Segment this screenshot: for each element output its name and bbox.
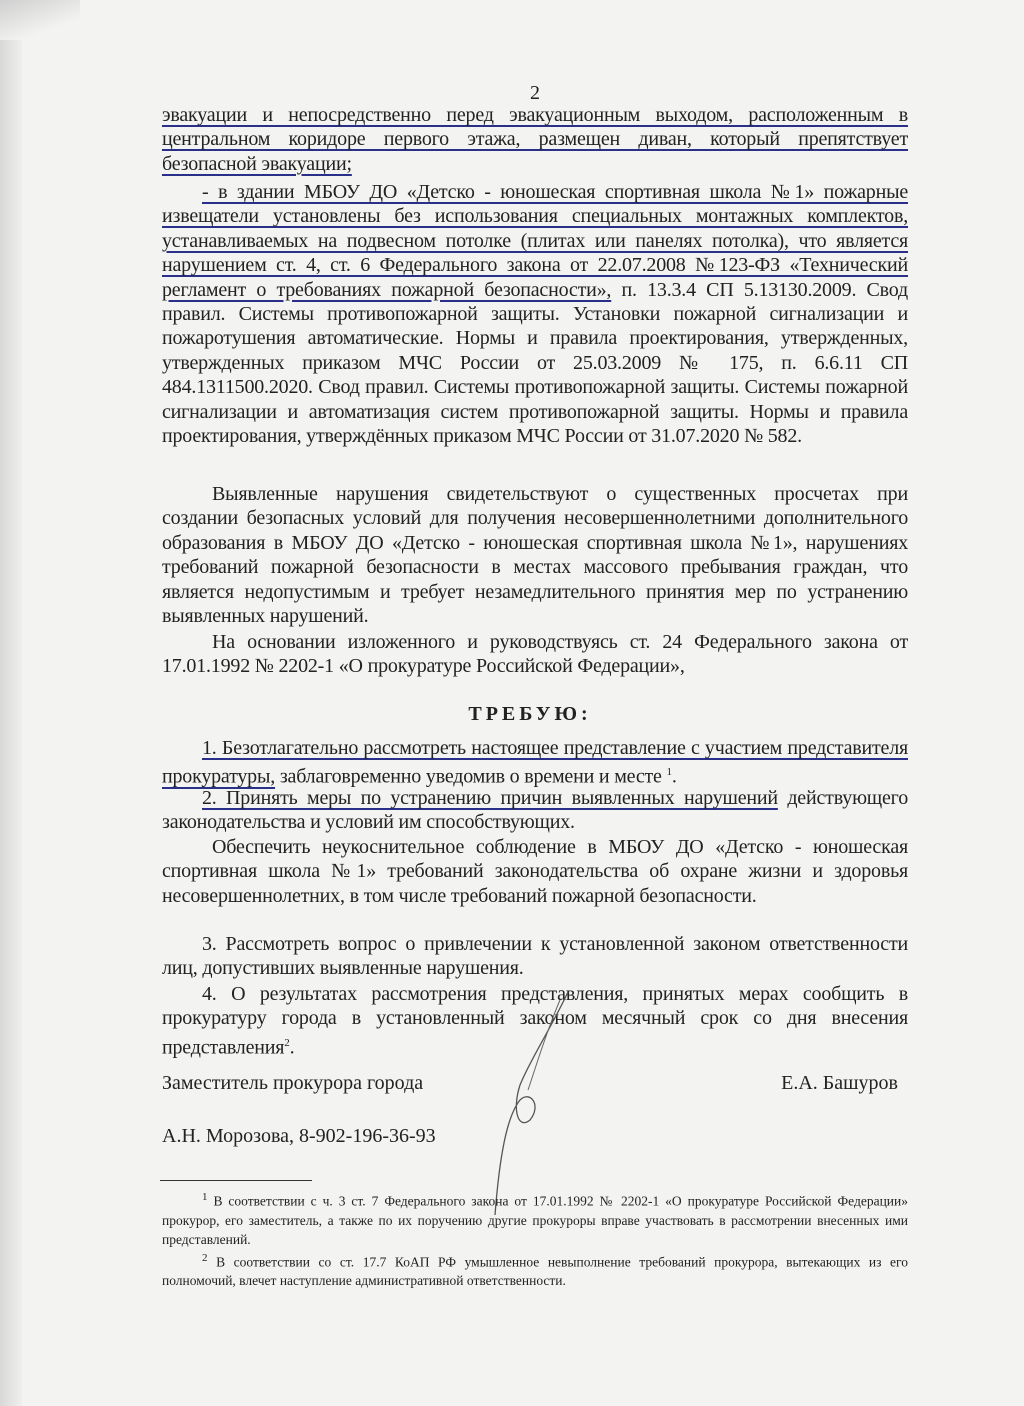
underlined-text: 1. Безотлагательно рассмотреть настоящее представление с участием представителя прокуратуры, [162,737,908,789]
underlined-text: - в здании МБОУ ДО «Детско - юношеская спортивная школа №1» пожарные извещатели установлены без использования специальных монтажных комплектов, устанавливаемых на подвесном потолке (плитах или панелях потолка), что является нарушением ст. 4, ст. 6 Федерального закона от 22.07.2008 №123-ФЗ «Технический регламент о требованиях пожарной безопасности», [162,181,908,301]
demand-text: действующего законодательства и условий им способствующих. [162,787,908,834]
footnotes [162,1188,908,1290]
footnote-mark: 2 [202,1251,208,1264]
paragraph-detectors [162,180,908,448]
footnote-ref-1: 1 [666,766,672,779]
demand-2 [162,786,908,835]
paragraph-text: п. 13.3.4 СП 5.13130.2009. Свод правил. Системы противопожарной защиты. Установки пожарной сигнализации и пожаротушения автоматические. Нормы и правила проектирования, утвержденных, утвержденных приказом МЧС России от 25.03.2009 № 175, п. 6.6.11 СП 484.1311500.2020. Свод правил. Системы противопожарной защиты. Системы пожарной сигнализации и автоматизация систем противопожарной защиты. Нормы и правила проектирования, утверждённых приказом МЧС России от 31.07.2020 № 582. [162,278,908,448]
executor-text: А.Н. Морозова, 8-902-196-36-93 [162,1125,436,1147]
signature-block [162,1072,908,1095]
paragraph-evacuation [162,103,908,176]
demands-heading: ТРЕБУЮ: [468,703,592,725]
footnote-2 [162,1249,908,1291]
punct: . [671,766,677,789]
punct: . [289,1036,295,1059]
signatory-name: Е.А. Башуров [781,1072,898,1094]
footnote-mark: 1 [202,1191,208,1203]
demand-text: заблаговременно уведомив о времени и месте [275,766,662,789]
paragraph-violations: Выявленные нарушения свидетельствуют о существенных просчетах при создании безопасных условий для получения несовершеннолетними дополнительного образования в МБОУ ДО «Детско - юношеская спортивная школа №1», нарушениях требований пожарной безопасности в местах массового пребывания граждан, что является недопустимым и требует незамедлительного принятия мер по устранению выявленных нарушений. [162,483,908,628]
underlined-text: эвакуации и непосредственно перед эвакуационным выходом, расположенным в центральном коридоре первого этажа, размещен диван, который препятствует безопасной эвакуации; [162,104,908,175]
underlined-text: 2. Принять меры по устранению причин выявленных нарушений [202,787,778,809]
demand-1 [162,736,908,789]
scan-corner-fold [0,0,80,40]
footnote-text: В соответствии со ст. 17.7 КоАП РФ умышленное невыполнение требований прокурора, вытекающих из его полномочий, влечет наступление административной ответственности. [162,1254,908,1288]
page-number: 2 [530,82,540,104]
handwritten-signature [490,990,580,1220]
footnote-text: В соответствии с ч. 3 ст. 7 Федерального закона от 17.01.1992 № 2202-1 «О прокуратуре Российской Федерации» прокурор, его заместитель, а также по их поручению другие прокуроры вправе участвовать в рассмотрении внесенных ими представлений. [162,1193,908,1247]
executor-contact [162,1125,908,1148]
demand-3: 3. Рассмотреть вопрос о привлечении к установленной законом ответственности лиц, допустивших выявленные нарушения. [162,933,908,980]
footnote-ref-2: 2 [284,1036,290,1049]
signatory-position: Заместитель прокурора города [162,1072,424,1094]
paragraph-ensure: Обеспечить неукоснительное соблюдение в МБОУ ДО «Детско - юношеская спортивная школа №1» требований законодательства об охране жизни и здоровья несовершеннолетних, в том числе требований пожарной безопасности. [162,836,908,907]
paragraph-basis: На основании изложенного и руководствуясь ст. 24 Федерального закона от 17.01.1992 № 2202-1 «О прокуратуре Российской Федерации», [162,631,908,678]
demand-text: 4. О результатах рассмотрения представления, принятых мерах сообщить в прокуратуру города в установленный законом месячный срок со дня внесения представления [162,983,908,1059]
footnote-1 [162,1188,908,1249]
footnote-divider [160,1180,312,1181]
